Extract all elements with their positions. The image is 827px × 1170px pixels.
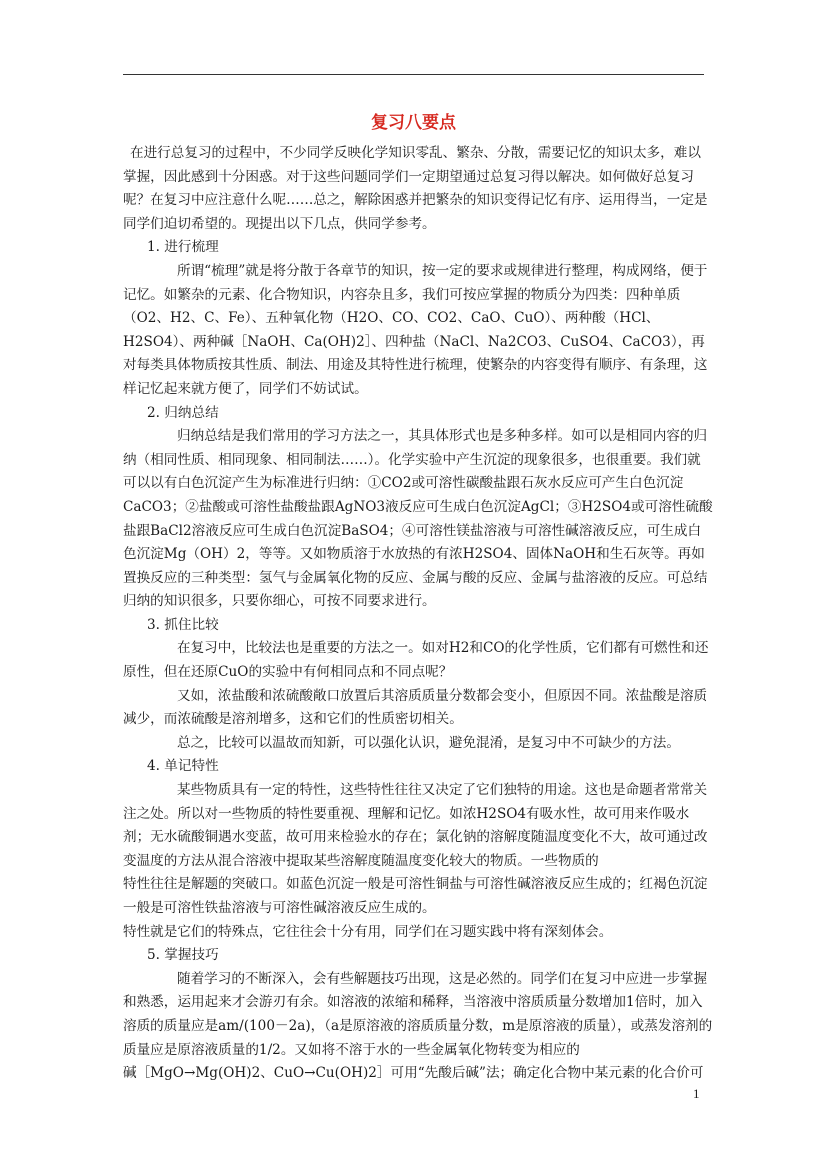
section-heading-4: 4. 单记特性 bbox=[147, 758, 219, 775]
page-number: 1 bbox=[693, 1086, 700, 1101]
document-body bbox=[123, 142, 713, 1086]
section-5-paragraph-1: 随着学习的不断深入，会有些解题技巧出现，这是必然的。同学们在复习中应进一步掌握和熟悉，运用起来才会游刃有余。如溶液的浓缩和稀释，当溶液中溶质质量分数增加1倍时，加入溶质的质量应是am/(100－2a)，（a是原溶液的溶质质量分数，m是原溶液的质量），或蒸发溶剂的质量应是原溶液质量的1/2。又如将不溶于水的一些金属氧化物转变为相应的 bbox=[123, 970, 713, 1058]
section-heading-1: 1. 进行梳理 bbox=[147, 239, 219, 256]
section-4-paragraph-3: 特性就是它们的特殊点，它往往会十分有用，同学们在习题实践中将有深刻体会。 bbox=[123, 923, 613, 940]
section-3-paragraph-1: 在复习中，比较法也是重要的方法之一。如对H2和CO的化学性质，它们都有可燃性和还原性，但在还原CuO的实验中有何相同点和不同点呢？ bbox=[123, 640, 709, 681]
section-5-paragraph-2: 碱［MgO→Mg(OH)2、CuO→Cu(OH)2］可用“先酸后碱”法；确定化合物中某元素的化合价可 bbox=[123, 1065, 704, 1082]
intro-paragraph: 在进行总复习的过程中，不少同学反映化学知识零乱、繁杂、分散，需要记忆的知识太多，难以掌握，因此感到十分困惑。对于这些问题同学们一定期望通过总复习得以解决。如何做好总复习呢？在复习中应注意什么呢……总之，解除困惑并把繁杂的知识变得记忆有序、运用得当，一定是同学们迫切希望的。现提出以下几点，供同学参考。 bbox=[123, 145, 708, 232]
section-3-paragraph-2: 又如，浓盐酸和浓硫酸敞口放置后其溶质质量分数都会变小，但原因不同。浓盐酸是溶质减少，而浓硫酸是溶剂增多，这和它们的性质密切相关。 bbox=[123, 687, 708, 728]
section-1-paragraph-1: 所谓“梳理”就是将分散于各章节的知识，按一定的要求或规律进行整理，构成网络，便于记忆。如繁杂的元素、化合物知识，内容杂且多，我们可按应掌握的物质分为四类：四种单质（O2、H2、C、Fe）、五种氧化物（H2O、CO、CO2、CaO、CuO）、两种酸（HCl、H2SO4）、两种碱［NaOH、Ca(OH)2］、四种盐（NaCl、Na2CO3、CuSO4、CaCO3），再对每类具体物质按其性质、制法、用途及其特性进行梳理，使繁杂的内容变得有顺序、有条理，这样记忆起来就方便了，同学们不妨试试。 bbox=[123, 262, 708, 397]
section-heading-5: 5. 掌握技巧 bbox=[147, 947, 219, 964]
section-4-paragraph-2: 特性往往是解题的突破口。如蓝色沉淀一般是可溶性铜盐与可溶性碱溶液反应生成的；红褐色沉淀一般是可溶性铁盐溶液与可溶性碱溶液反应生成的。 bbox=[123, 876, 708, 916]
document-title: 复习八要点 bbox=[371, 113, 456, 133]
section-2-paragraph-1: 归纳总结是我们常用的学习方法之一，其具体形式也是多种多样。如可以是相同内容的归纳（相同性质、相同现象、相同制法……）。化学实验中产生沉淀的现象很多，也很重要。我们就可以以有白色沉淀产生为标准进行归纳：①CO2或可溶性碳酸盐跟石灰水反应可产生白色沉淀CaCO3；②盐酸或可溶性盐酸盐跟AgNO3液反应可生成白色沉淀AgCl；③H2SO4或可溶性硫酸盐跟BaCl2溶液反应可生成白色沉淀BaSO4；④可溶性镁盐溶液与可溶性碱溶液反应，可生成白色沉淀Mg（OH）2，等等。又如物质溶于水放热的有浓H2SO4、固体NaOH和生石灰等。再如置换反应的三种类型：氢气与金属氧化物的反应、金属与酸的反应、金属与盐溶液的反应。可总结归纳的知识很多，只要你细心，可按不同要求进行。 bbox=[123, 428, 713, 610]
header-rule bbox=[123, 74, 704, 75]
section-heading-2: 2. 归纳总结 bbox=[147, 404, 219, 421]
section-heading-3: 3. 抓住比较 bbox=[147, 616, 219, 633]
section-3-paragraph-3: 总之，比较可以温故而知新，可以强化认识，避免混淆，是复习中不可缺少的方法。 bbox=[177, 734, 680, 751]
section-4-paragraph-1: 某些物质具有一定的特性，这些特性往往又决定了它们独特的用途。这也是命题者常常关注之处。所以对一些物质的特性要重视、理解和记忆。如浓H2SO4有吸水性，故可用来作吸水剂；无水硫酸铜遇水变蓝，故可用来检验水的存在；氯化钠的溶解度随温度变化不大，故可通过改变温度的方法从混合溶液中提取某些溶解度随温度变化较大的物质。一些物质的 bbox=[123, 782, 708, 869]
